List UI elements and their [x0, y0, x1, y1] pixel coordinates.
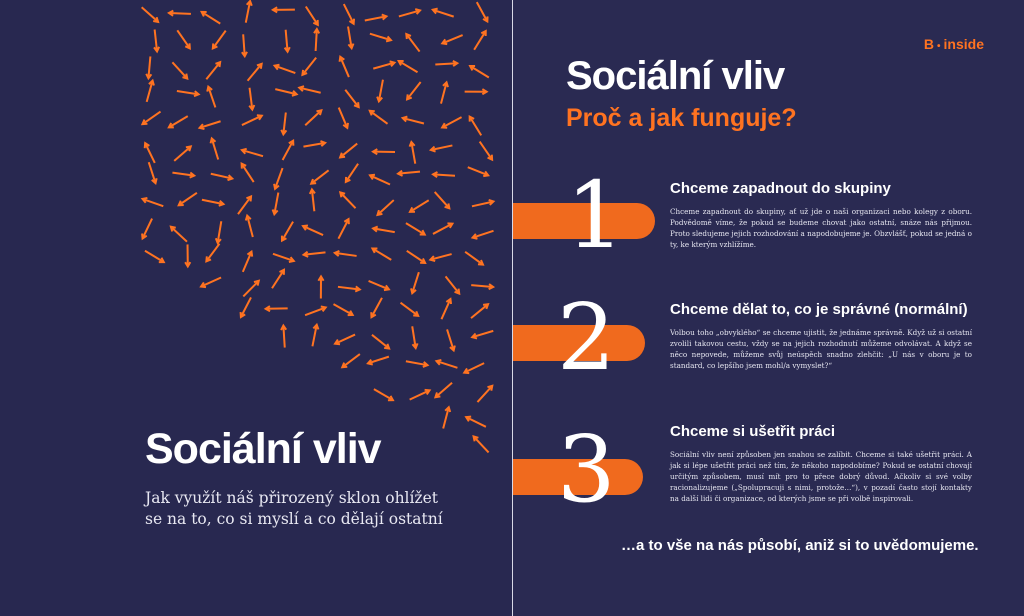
item-number-1: 1	[566, 162, 625, 269]
arrow-71	[311, 170, 328, 183]
arrow-67	[172, 173, 194, 178]
arrow-77	[143, 198, 164, 206]
arrow-27	[302, 58, 316, 75]
arrow-17	[348, 27, 353, 49]
arrow-8	[399, 9, 420, 16]
arrow-108	[430, 254, 451, 261]
arrow-99	[145, 251, 164, 262]
arrow-35	[207, 87, 215, 108]
arrow-33	[147, 81, 154, 102]
arrow-141	[435, 383, 452, 397]
arrow-68	[211, 174, 232, 180]
arrow-78	[179, 193, 197, 205]
arrow-128	[312, 325, 318, 347]
left-title: Sociální vliv	[145, 425, 381, 473]
arrow-110	[201, 278, 221, 288]
arrow-117	[446, 276, 460, 293]
item-number-3: 3	[557, 416, 616, 523]
arrow-57	[211, 138, 219, 159]
arrow-142	[477, 386, 492, 402]
arrow-39	[345, 90, 358, 107]
logo-dot: •	[937, 41, 941, 52]
arrow-32	[470, 66, 489, 77]
arrow-96	[406, 223, 425, 234]
arrow-126	[471, 304, 488, 318]
arrow-87	[472, 200, 493, 206]
arrow-138	[464, 363, 484, 373]
arrow-136	[406, 361, 428, 367]
arrow-125	[441, 299, 451, 319]
arrow-62	[373, 149, 395, 154]
arrow-143	[443, 407, 450, 428]
arrow-118	[471, 284, 493, 289]
brand-logo	[924, 36, 984, 52]
arrow-79	[202, 200, 224, 206]
item-heading-2: Chceme dělat to, co je správné (normální)	[670, 301, 968, 318]
arrow-104	[304, 252, 326, 257]
arrow-109	[465, 252, 483, 265]
arrow-59	[283, 141, 294, 160]
arrow-127	[281, 326, 286, 348]
arrow-55	[145, 143, 155, 163]
arrow-129	[335, 335, 355, 345]
arrow-124	[401, 303, 419, 316]
arrow-66	[149, 162, 157, 183]
arrow-61	[340, 144, 357, 158]
page-title: Sociální vliv	[566, 54, 785, 98]
arrow-122	[333, 304, 352, 315]
arrow-135	[368, 357, 389, 365]
arrow-15	[285, 30, 290, 52]
arrow-98	[473, 231, 494, 239]
arrow-51	[370, 111, 388, 124]
arrow-45	[169, 116, 188, 127]
arrow-69	[242, 164, 254, 182]
arrow-90	[216, 221, 221, 243]
arrow-70	[274, 168, 282, 189]
arrow-10	[477, 2, 488, 21]
arrow-83	[340, 192, 355, 208]
arrow-88	[142, 219, 152, 239]
left-subtitle: Jak využít náš přirozený sklon ohlížet se na to, co si myslí a co dělají ostatní	[145, 489, 443, 528]
arrow-50	[339, 108, 348, 128]
arrow-19	[406, 34, 419, 52]
arrow-75	[433, 172, 455, 177]
arrow-102	[243, 252, 252, 272]
arrow-4	[273, 7, 295, 12]
arrow-80	[238, 196, 251, 214]
arrow-11	[154, 30, 159, 52]
arrow-123	[371, 298, 382, 317]
arrow-54	[470, 117, 482, 136]
arrow-97	[433, 223, 452, 234]
arrow-47	[242, 115, 262, 125]
arrow-2	[202, 12, 221, 24]
arrow-30	[399, 61, 418, 72]
arrow-94	[338, 219, 348, 239]
arrow-107	[407, 251, 425, 263]
arrow-137	[436, 360, 457, 368]
logo-letter: B	[923, 36, 935, 52]
arrow-103	[273, 254, 294, 262]
arrow-100	[185, 244, 190, 266]
item-number-2: 2	[557, 284, 616, 391]
arrow-25	[248, 64, 262, 81]
arrow-40	[377, 80, 383, 102]
arrow-41	[407, 82, 421, 99]
arrow-76	[468, 167, 488, 176]
arrow-116	[411, 272, 419, 293]
arrow-13	[213, 31, 226, 49]
arrow-3	[246, 1, 252, 23]
arrow-5	[306, 7, 318, 25]
arrow-56	[174, 146, 191, 160]
arrow-145	[474, 436, 489, 452]
arrow-106	[372, 248, 391, 259]
arrow-112	[272, 270, 284, 288]
arrow-95	[373, 227, 395, 233]
arrow-36	[249, 88, 254, 110]
arrow-91	[246, 216, 253, 237]
arrow-84	[378, 200, 394, 215]
page-subtitle: Proč a jak funguje?	[566, 104, 797, 132]
arrow-92	[282, 222, 293, 241]
arrow-113	[318, 276, 323, 298]
arrow-114	[338, 286, 360, 291]
arrow-101	[206, 244, 219, 262]
arrow-131	[412, 326, 417, 348]
arrow-115	[369, 281, 389, 290]
logo-text: inside	[943, 36, 984, 52]
arrow-1	[169, 11, 191, 16]
arrow-140	[410, 390, 430, 400]
item-text-2: Volbou toho „obvyklého“ se chceme ujistit, že jednáme správně. Když už si ostatní zvolili takovou cestu, vždy se na jejich rozhodnutí můžeme odvolávat. A když se něco nepovede, můžeme svůj neúspěch snadno zlehčit: „U nás v oboru je to standard, co lepšího jsem mohl/a vymyslet?“	[670, 328, 972, 370]
item-text-1: Chceme zapadnout do skupiny, ať už jde o naši organizaci nebo kolegy z oboru. Podvědomě víme, že pokud se budeme chovat jako ostatní, snáze nás přijmou. Proto sledujeme jejich rozhodování a napodobujeme je. Obzvlášť, pokud se jedná o ty, ke kterým vzhlížíme.	[670, 207, 972, 249]
arrow-38	[299, 86, 320, 93]
arrow-85	[410, 200, 429, 212]
arrow-43	[465, 89, 487, 94]
arrow-49	[305, 110, 321, 125]
arrow-52	[403, 117, 424, 124]
arrow-16	[314, 29, 319, 51]
arrow-7	[365, 15, 387, 21]
arrow-73	[370, 175, 390, 185]
arrow-60	[303, 141, 325, 147]
arrow-12	[177, 30, 190, 48]
arrow-24	[206, 62, 220, 79]
arrow-34	[177, 91, 199, 96]
arrow-89	[171, 227, 187, 242]
arrow-133	[472, 331, 493, 339]
closing-statement: …a to vše na nás působí, aniž si to uvědomujeme.	[621, 537, 979, 554]
arrow-144	[466, 417, 486, 427]
arrow-111	[243, 281, 258, 297]
arrow-105	[335, 251, 357, 256]
arrow-65	[480, 142, 492, 160]
arrow-130	[372, 335, 389, 349]
arrow-22	[146, 56, 151, 78]
arrow-93	[303, 225, 323, 235]
arrow-121	[305, 307, 326, 316]
arrow-72	[346, 164, 358, 182]
arrow-6	[344, 4, 354, 24]
arrow-21	[474, 31, 486, 50]
arrow-64	[431, 145, 453, 151]
arrow-58	[242, 149, 263, 156]
arrow-53	[442, 117, 461, 128]
arrow-86	[435, 192, 450, 208]
arrow-9	[433, 9, 454, 17]
item-text-3: Sociální vliv není způsoben jen snahou se zalíbit. Chceme si také ušetřit práci. A jak si lépe ušetřit práci než tím, že někoho napodobíme? Pokud se ostatní chovají určitým způsobem, musí mít pro to přece dobrý důvod. Ačkoliv si své volby racionalizujeme („Spolupracuji s nimi, protože…“), v pozadí často stojí kontakty na další lidi či organizace, od kterých jsme se při volbě inspirovali.	[670, 450, 972, 503]
arrow-23	[172, 62, 187, 78]
arrow-119	[241, 297, 251, 317]
arrow-139	[374, 389, 393, 400]
arrow-18	[370, 34, 391, 42]
arrow-74	[398, 171, 420, 176]
arrow-20	[442, 35, 462, 44]
arrow-82	[310, 189, 315, 211]
arrow-63	[410, 142, 416, 164]
arrow-132	[447, 329, 455, 350]
arrow-42	[441, 82, 448, 103]
arrow-0	[142, 7, 158, 22]
arrow-134	[342, 354, 360, 367]
arrow-14	[242, 34, 247, 56]
arrow-46	[200, 121, 221, 129]
arrow-120	[266, 306, 288, 311]
arrow-31	[435, 61, 457, 66]
arrow-26	[275, 65, 296, 73]
arrow-44	[142, 112, 160, 125]
arrow-28	[340, 57, 349, 77]
item-heading-3: Chceme si ušetřit práci	[670, 423, 836, 440]
arrow-48	[281, 112, 286, 134]
arrow-37	[275, 89, 296, 96]
arrow-29	[373, 61, 394, 68]
arrow-81	[273, 193, 279, 215]
item-heading-1: Chceme zapadnout do skupiny	[670, 180, 891, 197]
